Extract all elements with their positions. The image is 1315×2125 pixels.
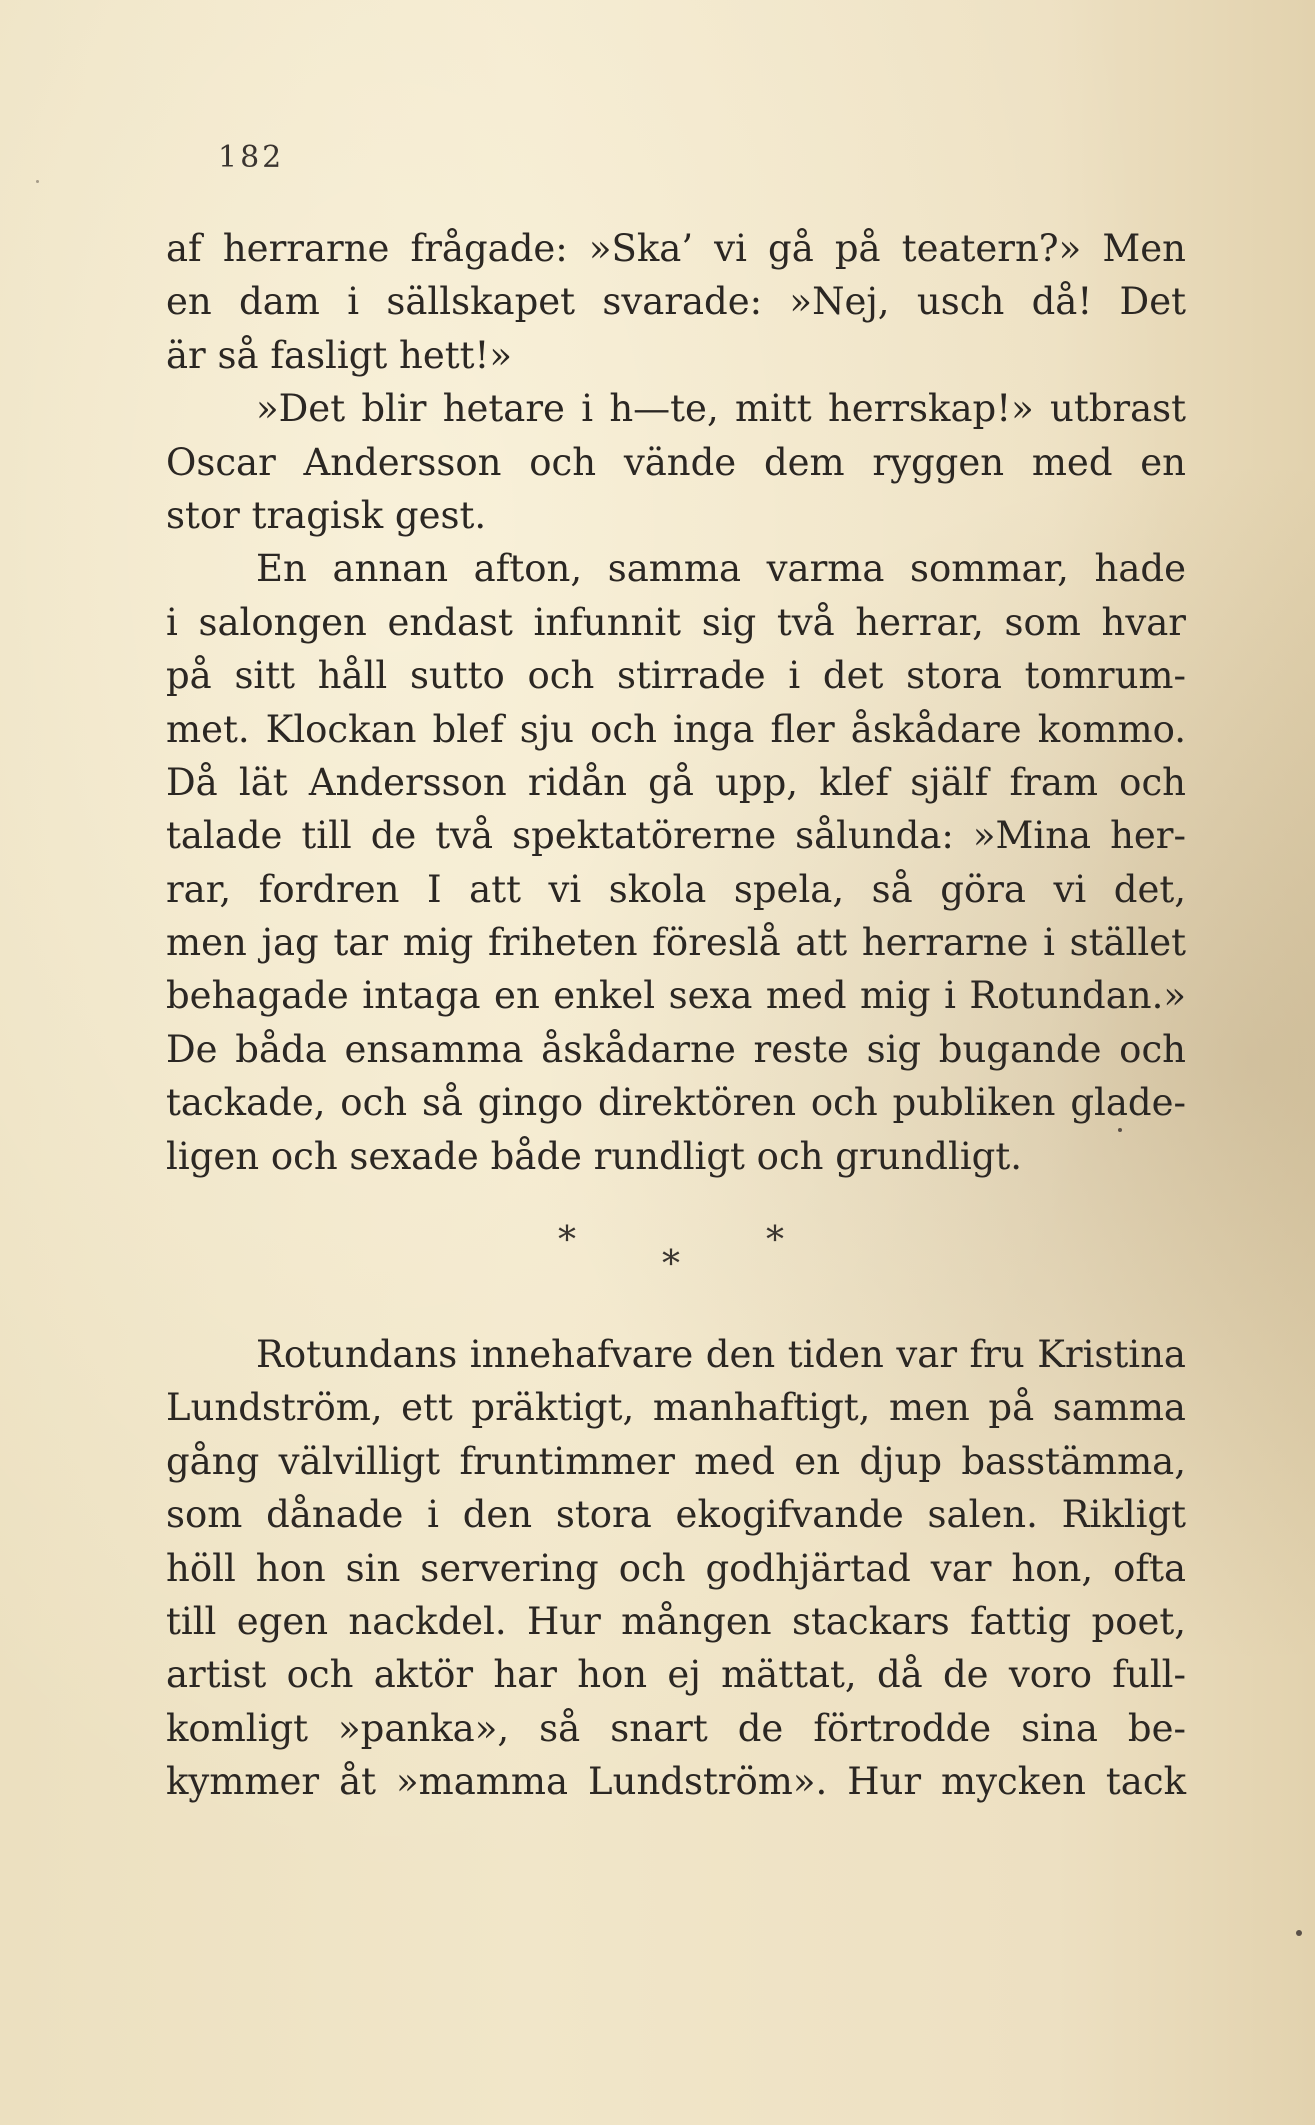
- text-line: stor tragisk gest.: [166, 493, 487, 537]
- text-line: tackade, och så gingo direktören och publiken glade-: [166, 1081, 1186, 1125]
- text-line: ligen och sexade både rundligt och grundligt.: [166, 1134, 1022, 1178]
- text-line: på sitt håll sutto och stirrade i det stora tomrum-: [166, 654, 1186, 698]
- text-line: Oscar Andersson och vände dem ryggen med en: [166, 440, 1186, 484]
- text-section-2: [166, 1328, 1186, 1809]
- text-line: met. Klockan blef sju och inga fler åskådare kommo.: [166, 707, 1186, 751]
- text-line: behagade intaga en enkel sexa med mig i Rotundan.»: [166, 974, 1186, 1018]
- text-line: rar, fordren I att vi skola spela, så göra vi det,: [166, 867, 1186, 911]
- text-section-1: [166, 222, 1186, 1183]
- text-line: är så fasligt hett!»: [166, 333, 513, 377]
- text-line: kymmer åt »mamma Lundström». Hur mycken tack: [166, 1760, 1186, 1804]
- text-line: Rotundans innehafvare den tiden var fru Kristina: [256, 1333, 1186, 1376]
- page-number: 182: [218, 140, 285, 175]
- text-line: talade till de två spektatörerne sålunda: »Mina her-: [166, 814, 1186, 858]
- paper-speck: [1118, 1128, 1122, 1132]
- text-line: till egen nackdel. Hur mången stackars fattig poet,: [166, 1599, 1186, 1643]
- text-line: »Det blir hetare i h—te, mitt herrskap!» utbrast: [256, 387, 1186, 431]
- asterisk: *: [558, 1220, 576, 1261]
- text-line: En annan afton, samma varma sommar, hade: [256, 547, 1186, 591]
- text-line: Lundström, ett präktigt, manhaftigt, men på samma: [166, 1386, 1186, 1430]
- text-line: gång välvilligt fruntimmer med en djup basstämma,: [166, 1439, 1186, 1483]
- asterisk: *: [766, 1220, 784, 1261]
- text-line: men jag tar mig friheten föreslå att herrarne i stället: [166, 921, 1186, 965]
- text-line: artist och aktör har hon ej mättat, då de voro full-: [166, 1653, 1186, 1697]
- text-line: som dånade i den stora ekogifvande salen. Rikligt: [166, 1493, 1186, 1537]
- text-line: Då lät Andersson ridån gå upp, klef själf fram och: [166, 760, 1186, 804]
- text-line: en dam i sällskapet svarade: »Nej, usch då! Det: [166, 280, 1186, 324]
- asterisk: *: [662, 1244, 680, 1285]
- text-line: komligt »panka», så snart de förtrodde sina be-: [166, 1706, 1186, 1750]
- asterism-separator: [540, 1220, 800, 1300]
- text-line: De båda ensamma åskådarne reste sig bugande och: [166, 1027, 1186, 1071]
- text-line: höll hon sin servering och godhjärtad var hon, ofta: [166, 1546, 1186, 1590]
- paper-speck: [36, 180, 39, 183]
- text-line: af herrarne frågade: »Ska’ vi gå på teatern?» Men: [166, 227, 1186, 270]
- text-line: i salongen endast infunnit sig två herrar, som hvar: [166, 600, 1186, 644]
- paper-speck: [1296, 1930, 1302, 1936]
